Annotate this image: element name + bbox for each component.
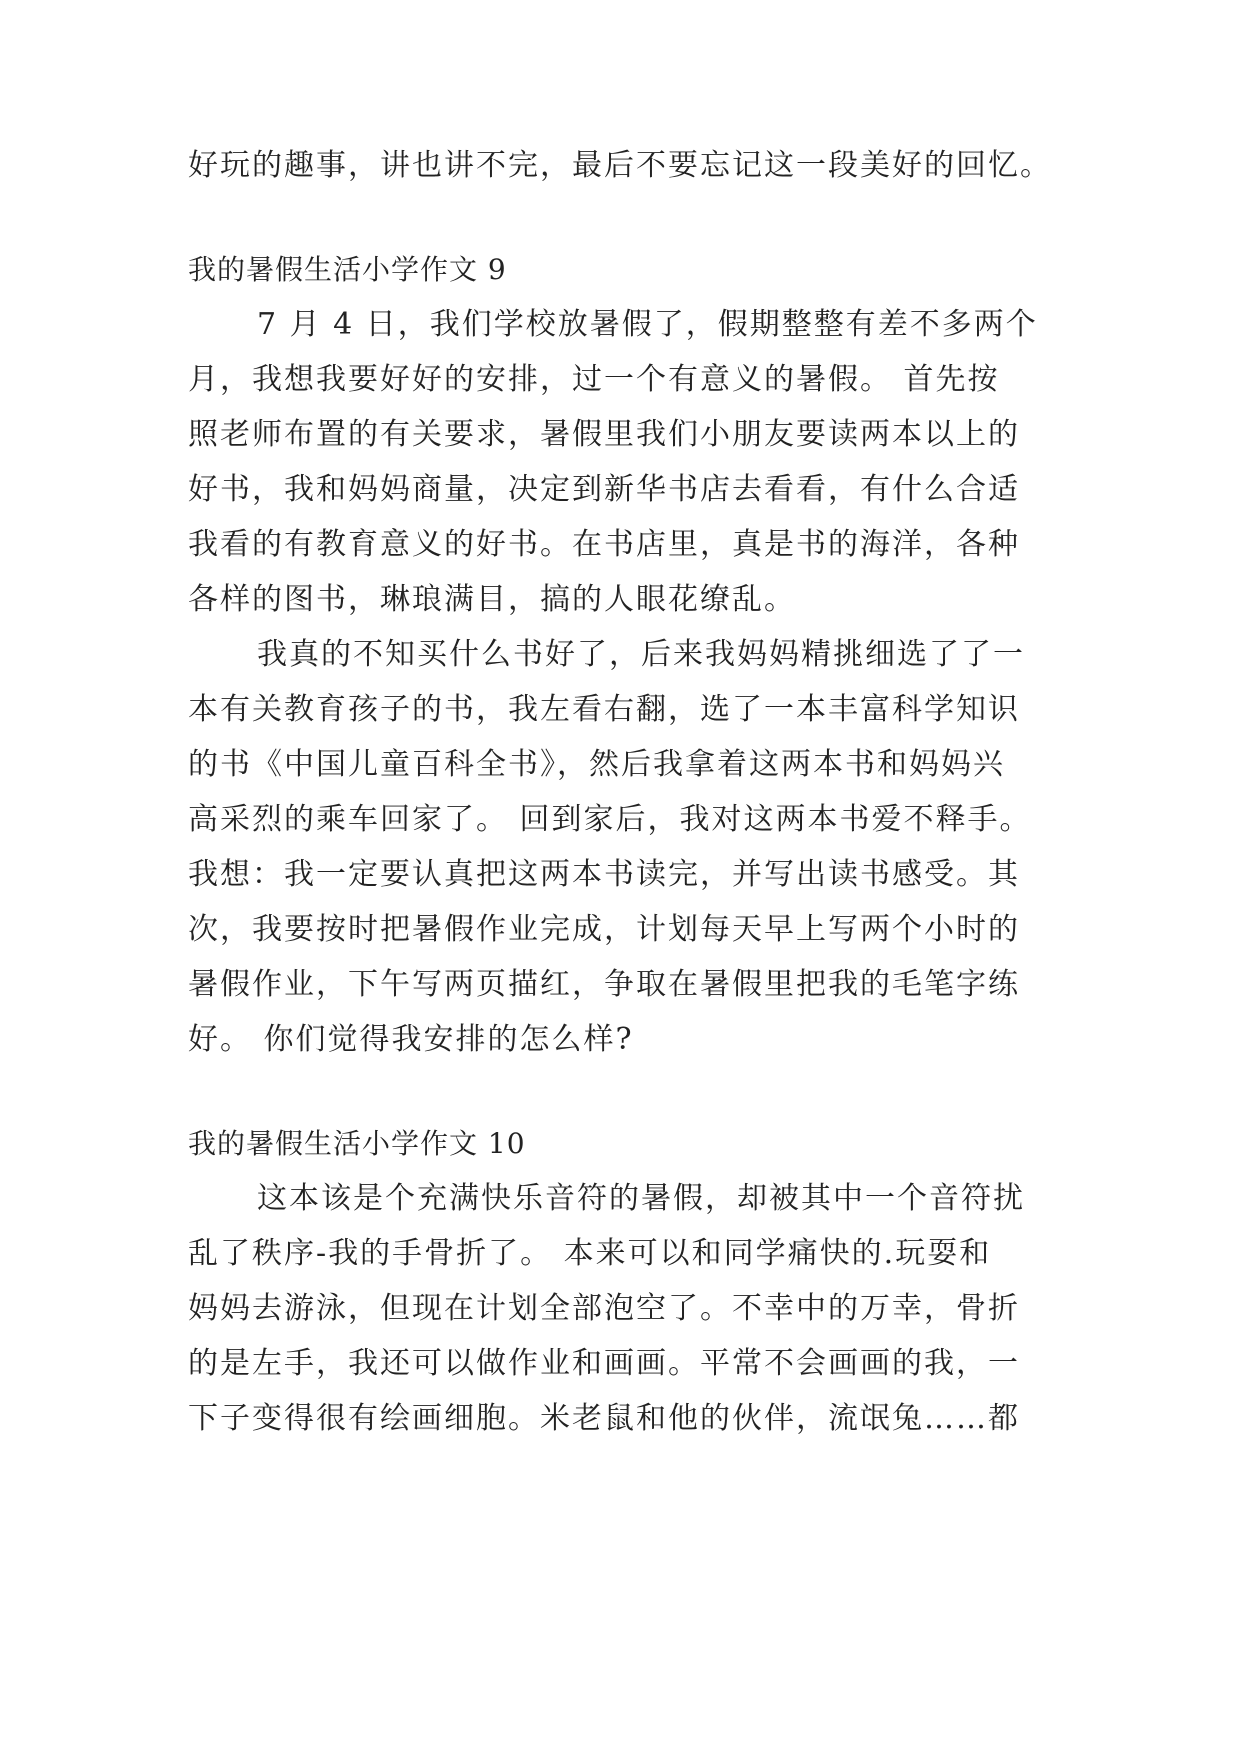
section-heading-9: 我的暑假生活小学作文 9 bbox=[188, 253, 507, 286]
paragraph-line: 月，我想我要好好的安排，过一个有意义的暑假。 首先按 bbox=[188, 362, 1000, 397]
paragraph-line: 各样的图书，琳琅满目，搞的人眼花缭乱。 bbox=[188, 582, 796, 617]
paragraph-line: 下子变得很有绘画细胞。米老鼠和他的伙伴，流氓兔……都 bbox=[188, 1401, 1020, 1436]
paragraph-line: 我看的有教育意义的好书。在书店里，真是书的海洋，各种 bbox=[188, 527, 1020, 562]
paragraph-line: 我想：我一定要认真把这两本书读完，并写出读书感受。其 bbox=[188, 857, 1020, 892]
paragraph-line: 高采烈的乘车回家了。 回到家后，我对这两本书爱不释手。 bbox=[188, 802, 1032, 837]
paragraph-line: 的是左手，我还可以做作业和画画。平常不会画画的我，一 bbox=[188, 1346, 1020, 1381]
paragraph-line: 暑假作业，下午写两页描红，争取在暑假里把我的毛笔字练 bbox=[188, 967, 1020, 1002]
paragraph-line: 的书《中国儿童百科全书》，然后我拿着这两本书和妈妈兴 bbox=[188, 747, 1005, 782]
paragraph-line: 好。 你们觉得我安排的怎么样? bbox=[188, 1022, 634, 1057]
paragraph-line: 本有关教育孩子的书，我左看右翻，选了一本丰富科学知识 bbox=[188, 692, 1020, 727]
paragraph-line: 次，我要按时把暑假作业完成，计划每天早上写两个小时的 bbox=[188, 912, 1020, 947]
paragraph-line: 7 月 4 日，我们学校放暑假了，假期整整有差不多两个 bbox=[257, 307, 1038, 342]
paragraph-line: 照老师布置的有关要求，暑假里我们小朋友要读两本以上的 bbox=[188, 417, 1020, 452]
paragraph-line: 好玩的趣事，讲也讲不完，最后不要忘记这一段美好的回忆。 bbox=[188, 148, 1052, 183]
section-heading-10: 我的暑假生活小学作文 10 bbox=[188, 1127, 526, 1160]
paragraph-line: 乱了秩序-我的手骨折了。 本来可以和同学痛快的.玩耍和 bbox=[188, 1236, 992, 1271]
paragraph-line: 好书，我和妈妈商量，决定到新华书店去看看，有什么合适 bbox=[188, 472, 1020, 507]
paragraph-line: 这本该是个充满快乐音符的暑假，却被其中一个音符扰 bbox=[257, 1181, 1025, 1216]
paragraph-line: 妈妈去游泳，但现在计划全部泡空了。不幸中的万幸，骨折 bbox=[188, 1291, 1020, 1326]
paragraph-line: 我真的不知买什么书好了，后来我妈妈精挑细选了了一 bbox=[257, 637, 1025, 672]
